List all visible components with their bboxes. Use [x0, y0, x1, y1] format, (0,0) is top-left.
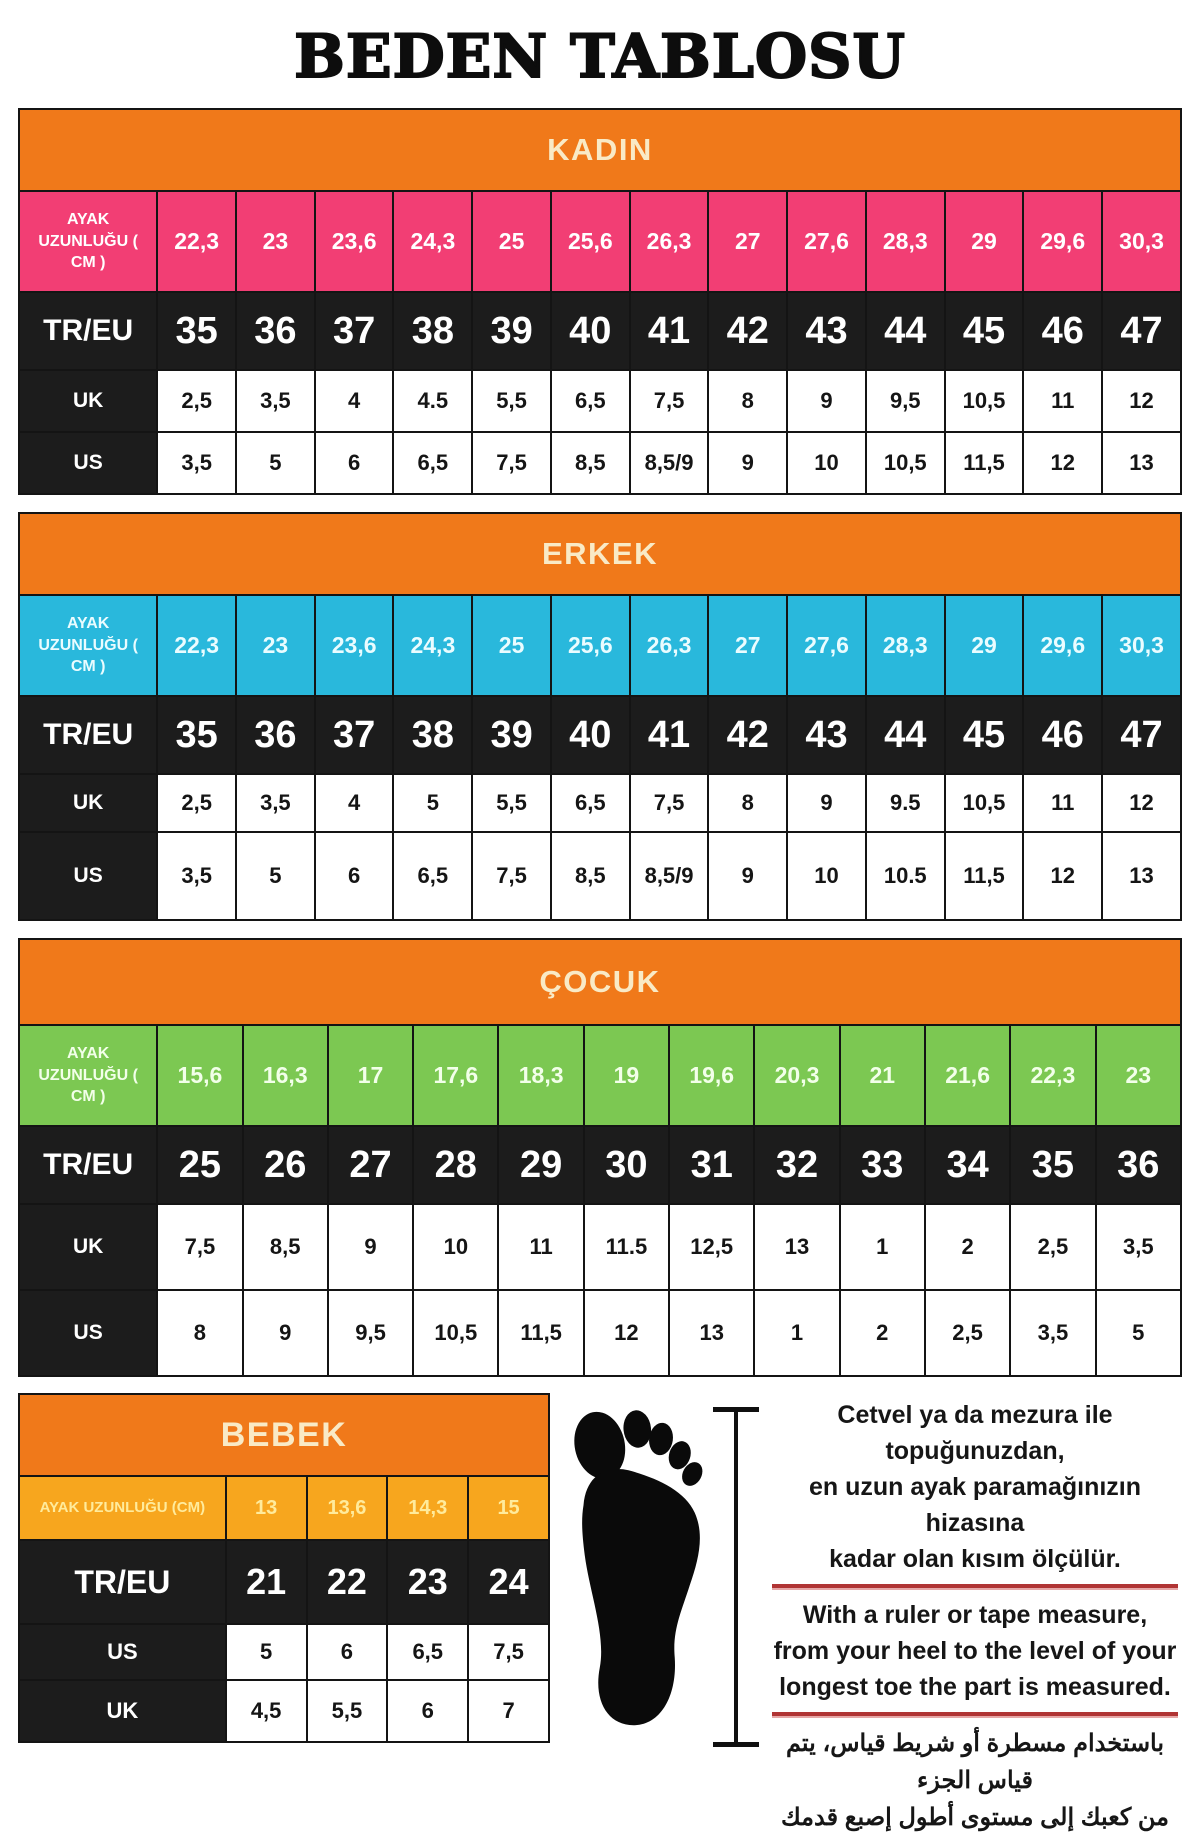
- size-value: 13: [754, 1204, 839, 1290]
- row-label: UK: [19, 774, 157, 832]
- foot-length-value: 30,3: [1102, 191, 1181, 292]
- size-value: 2,5: [157, 774, 236, 832]
- size-value: 47: [1102, 696, 1181, 774]
- foot-length-value: 13: [226, 1476, 307, 1540]
- size-value: 37: [315, 696, 394, 774]
- section-header-row: [19, 1394, 549, 1476]
- foot-length-row: [19, 191, 1181, 292]
- size-value: 7,5: [157, 1204, 242, 1290]
- instruction-line: from your heel to the level of your: [773, 1637, 1177, 1665]
- size-value: 7,5: [630, 774, 709, 832]
- instructions-arabic: [768, 1725, 1182, 1837]
- size-chart-page: [0, 22, 1200, 1832]
- foot-length-value: 17,6: [413, 1025, 498, 1126]
- size-row-tr-eu: [19, 1126, 1181, 1204]
- size-value: 30: [584, 1126, 669, 1204]
- size-table-kadin: [18, 108, 1182, 495]
- measuring-instructions: [768, 1393, 1182, 1837]
- foot-length-value: 17: [328, 1025, 413, 1126]
- section-title-bebek: BEBEK: [19, 1394, 549, 1476]
- size-value: 35: [157, 292, 236, 370]
- size-value: 42: [708, 292, 787, 370]
- section-title-erkek: ERKEK: [19, 513, 1181, 595]
- size-value: 34: [925, 1126, 1010, 1204]
- size-value: 33: [840, 1126, 925, 1204]
- instructions-turkish: [768, 1397, 1182, 1577]
- size-value: 40: [551, 696, 630, 774]
- size-value: 5,5: [472, 370, 551, 432]
- size-value: 13: [1102, 832, 1181, 920]
- size-value: 25: [157, 1126, 242, 1204]
- size-value: 8,5/9: [630, 432, 709, 494]
- size-value: 3,5: [1096, 1204, 1181, 1290]
- size-value: 10,5: [945, 774, 1024, 832]
- size-value: 10,5: [945, 370, 1024, 432]
- foot-length-label: AYAK UZUNLUĞU ( CM ): [19, 191, 157, 292]
- bottom-section: [0, 1393, 1200, 1837]
- size-value: 8: [708, 774, 787, 832]
- size-value: 3,5: [1010, 1290, 1095, 1376]
- row-label: UK: [19, 1204, 157, 1290]
- size-value: 11.5: [584, 1204, 669, 1290]
- foot-length-value: 24,3: [393, 191, 472, 292]
- foot-length-value: 25: [472, 595, 551, 696]
- size-value: 28: [413, 1126, 498, 1204]
- size-value: 36: [1096, 1126, 1181, 1204]
- size-value: 1: [840, 1204, 925, 1290]
- size-row-us: [19, 432, 1181, 494]
- size-value: 43: [787, 292, 866, 370]
- foot-length-value: 23: [236, 191, 315, 292]
- size-row-tr-eu: [19, 696, 1181, 774]
- size-value: 47: [1102, 292, 1181, 370]
- size-value: 36: [236, 292, 315, 370]
- foot-length-value: 23,6: [315, 191, 394, 292]
- size-value: 3,5: [236, 774, 315, 832]
- size-value: 21: [226, 1540, 307, 1624]
- instruction-line: en uzun ayak paramağınızın hizasına: [808, 1473, 1142, 1537]
- size-value: 4: [315, 370, 394, 432]
- instruction-line: With a ruler or tape measure,: [802, 1601, 1148, 1629]
- size-value: 46: [1023, 696, 1102, 774]
- size-value: 12,5: [669, 1204, 754, 1290]
- page-title: BEDEN TABLOSU: [294, 22, 906, 92]
- foot-length-value: 13,6: [307, 1476, 388, 1540]
- foot-length-value: 23: [1096, 1025, 1181, 1126]
- size-value: 9: [708, 432, 787, 494]
- foot-length-value: 29,6: [1023, 191, 1102, 292]
- size-value: 11: [1023, 774, 1102, 832]
- section-header-row: [19, 109, 1181, 191]
- size-value: 39: [472, 292, 551, 370]
- foot-length-value: 27,6: [787, 191, 866, 292]
- size-value: 6,5: [551, 774, 630, 832]
- foot-length-row: [19, 1025, 1181, 1126]
- size-row-uk: [19, 774, 1181, 832]
- size-value: 10.5: [866, 832, 945, 920]
- section-header-row: [19, 513, 1181, 595]
- size-value: 3,5: [157, 432, 236, 494]
- size-value: 12: [1102, 774, 1181, 832]
- foot-length-value: 20,3: [754, 1025, 839, 1126]
- size-value: 8,5: [551, 432, 630, 494]
- instruction-line: Cetvel ya da mezura ile topuğunuzdan,: [837, 1401, 1113, 1465]
- size-value: 39: [472, 696, 551, 774]
- instructions-english: [768, 1597, 1182, 1705]
- size-value: 44: [866, 292, 945, 370]
- size-value: 6: [315, 832, 394, 920]
- row-label: UK: [19, 1680, 226, 1742]
- size-value: 10: [787, 432, 866, 494]
- size-value: 10,5: [866, 432, 945, 494]
- row-label: TR/EU: [19, 1540, 226, 1624]
- size-value: 12: [1023, 832, 1102, 920]
- size-row-tr-eu: [19, 1540, 549, 1624]
- size-value: 9: [243, 1290, 328, 1376]
- size-value: 4,5: [226, 1680, 307, 1742]
- size-value: 22: [307, 1540, 388, 1624]
- size-value: 44: [866, 696, 945, 774]
- size-value: 45: [945, 696, 1024, 774]
- foot-length-value: 30,3: [1102, 595, 1181, 696]
- foot-length-value: 23: [236, 595, 315, 696]
- row-label: TR/EU: [19, 1126, 157, 1204]
- size-value: 38: [393, 292, 472, 370]
- foot-length-value: 25: [472, 191, 551, 292]
- size-value: 11: [498, 1204, 583, 1290]
- foot-length-label: AYAK UZUNLUĞU ( CM ): [19, 595, 157, 696]
- section-title-kadin: KADIN: [19, 109, 1181, 191]
- size-value: 5: [393, 774, 472, 832]
- size-value: 5: [226, 1624, 307, 1680]
- foot-length-row: [19, 1476, 549, 1540]
- size-value: 26: [243, 1126, 328, 1204]
- row-label: US: [19, 432, 157, 494]
- foot-length-label: AYAK UZUNLUĞU ( CM ): [19, 1025, 157, 1126]
- size-row-us: [19, 1624, 549, 1680]
- size-value: 36: [236, 696, 315, 774]
- size-value: 8: [157, 1290, 242, 1376]
- instruction-line: longest toe the part is measured.: [779, 1673, 1171, 1701]
- foot-length-value: 24,3: [393, 595, 472, 696]
- instruction-line: من كعبك إلى مستوى أطول إصبع قدمك: [780, 1804, 1170, 1832]
- instruction-line: باستخدام مسطرة أو شريط قياس، يتم قياس الجزء: [785, 1730, 1165, 1795]
- foot-length-value: 18,3: [498, 1025, 583, 1126]
- size-value: 5,5: [307, 1680, 388, 1742]
- size-value: 9,5: [328, 1290, 413, 1376]
- size-value: 24: [468, 1540, 549, 1624]
- size-value: 6,5: [387, 1624, 468, 1680]
- size-value: 7,5: [630, 370, 709, 432]
- size-value: 43: [787, 696, 866, 774]
- size-value: 5: [1096, 1290, 1181, 1376]
- size-table-bebek: [18, 1393, 550, 1743]
- size-row-uk: [19, 370, 1181, 432]
- size-row-us: [19, 1290, 1181, 1376]
- size-value: 7,5: [472, 832, 551, 920]
- foot-length-value: 28,3: [866, 595, 945, 696]
- size-value: 8,5: [551, 832, 630, 920]
- section-header-row: [19, 939, 1181, 1025]
- foot-silhouette-icon: [566, 1395, 716, 1768]
- size-value: 6,5: [393, 832, 472, 920]
- size-value: 2,5: [925, 1290, 1010, 1376]
- foot-length-value: 26,3: [630, 595, 709, 696]
- size-value: 9: [708, 832, 787, 920]
- size-value: 6,5: [551, 370, 630, 432]
- size-value: 12: [584, 1290, 669, 1376]
- size-value: 9.5: [866, 774, 945, 832]
- foot-length-value: 26,3: [630, 191, 709, 292]
- size-value: 27: [328, 1126, 413, 1204]
- size-value: 35: [1010, 1126, 1095, 1204]
- foot-length-value: 16,3: [243, 1025, 328, 1126]
- foot-length-value: 23,6: [315, 595, 394, 696]
- row-label: UK: [19, 370, 157, 432]
- size-value: 29: [498, 1126, 583, 1204]
- foot-length-value: 27: [708, 191, 787, 292]
- foot-length-value: 29,6: [1023, 595, 1102, 696]
- size-row-uk: [19, 1680, 549, 1742]
- size-value: 45: [945, 292, 1024, 370]
- measurement-line-icon: [734, 1407, 738, 1747]
- size-value: 13: [669, 1290, 754, 1376]
- foot-length-row: [19, 595, 1181, 696]
- size-value: 5: [236, 832, 315, 920]
- red-divider: [772, 1584, 1178, 1588]
- foot-length-label: AYAK UZUNLUĞU (CM): [19, 1476, 226, 1540]
- foot-length-value: 25,6: [551, 595, 630, 696]
- size-value: 4: [315, 774, 394, 832]
- foot-length-value: 28,3: [866, 191, 945, 292]
- size-value: 10,5: [413, 1290, 498, 1376]
- size-value: 2: [840, 1290, 925, 1376]
- section-title-cocuk: ÇOCUK: [19, 939, 1181, 1025]
- size-value: 1: [754, 1290, 839, 1376]
- size-value: 6: [315, 432, 394, 494]
- size-value: 9: [787, 370, 866, 432]
- size-value: 6: [307, 1624, 388, 1680]
- size-value: 13: [1102, 432, 1181, 494]
- foot-length-value: 22,3: [157, 595, 236, 696]
- foot-length-value: 22,3: [1010, 1025, 1095, 1126]
- size-value: 7: [468, 1680, 549, 1742]
- size-value: 31: [669, 1126, 754, 1204]
- size-value: 10: [413, 1204, 498, 1290]
- row-label: TR/EU: [19, 696, 157, 774]
- instruction-line: kadar olan kısım ölçülür.: [829, 1545, 1121, 1573]
- size-value: 9: [328, 1204, 413, 1290]
- size-value: 11,5: [945, 432, 1024, 494]
- size-value: 3,5: [157, 832, 236, 920]
- size-value: 41: [630, 696, 709, 774]
- row-label: TR/EU: [19, 292, 157, 370]
- size-value: 2,5: [1010, 1204, 1095, 1290]
- size-value: 12: [1102, 370, 1181, 432]
- size-value: 6: [387, 1680, 468, 1742]
- size-value: 40: [551, 292, 630, 370]
- size-value: 32: [754, 1126, 839, 1204]
- size-value: 7,5: [468, 1624, 549, 1680]
- size-value: 7,5: [472, 432, 551, 494]
- size-value: 23: [387, 1540, 468, 1624]
- size-value: 8: [708, 370, 787, 432]
- row-label: US: [19, 1624, 226, 1680]
- size-value: 6,5: [393, 432, 472, 494]
- size-value: 4.5: [393, 370, 472, 432]
- size-tables-container: [0, 108, 1200, 1377]
- foot-length-value: 29: [945, 191, 1024, 292]
- size-value: 9: [787, 774, 866, 832]
- foot-length-value: 21,6: [925, 1025, 1010, 1126]
- foot-length-value: 29: [945, 595, 1024, 696]
- foot-length-value: 15: [468, 1476, 549, 1540]
- foot-length-value: 25,6: [551, 191, 630, 292]
- size-value: 3,5: [236, 370, 315, 432]
- size-value: 11,5: [945, 832, 1024, 920]
- size-value: 12: [1023, 432, 1102, 494]
- foot-length-value: 14,3: [387, 1476, 468, 1540]
- size-value: 37: [315, 292, 394, 370]
- foot-length-value: 22,3: [157, 191, 236, 292]
- row-label: US: [19, 1290, 157, 1376]
- size-value: 41: [630, 292, 709, 370]
- foot-length-value: 19,6: [669, 1025, 754, 1126]
- size-value: 8,5/9: [630, 832, 709, 920]
- size-value: 5: [236, 432, 315, 494]
- row-label: US: [19, 832, 157, 920]
- foot-length-value: 21: [840, 1025, 925, 1126]
- size-value: 5,5: [472, 774, 551, 832]
- foot-length-value: 15,6: [157, 1025, 242, 1126]
- size-value: 2: [925, 1204, 1010, 1290]
- size-table-erkek: [18, 512, 1182, 921]
- size-value: 35: [157, 696, 236, 774]
- size-value: 9,5: [866, 370, 945, 432]
- size-row-tr-eu: [19, 292, 1181, 370]
- size-value: 42: [708, 696, 787, 774]
- size-value: 10: [787, 832, 866, 920]
- size-value: 2,5: [157, 370, 236, 432]
- size-value: 8,5: [243, 1204, 328, 1290]
- size-value: 11,5: [498, 1290, 583, 1376]
- size-value: 46: [1023, 292, 1102, 370]
- size-table-cocuk: [18, 938, 1182, 1377]
- size-row-uk: [19, 1204, 1181, 1290]
- size-row-us: [19, 832, 1181, 920]
- size-value: 38: [393, 696, 472, 774]
- foot-length-value: 19: [584, 1025, 669, 1126]
- size-value: 11: [1023, 370, 1102, 432]
- red-divider: [772, 1712, 1178, 1716]
- foot-length-value: 27: [708, 595, 787, 696]
- foot-length-value: 27,6: [787, 595, 866, 696]
